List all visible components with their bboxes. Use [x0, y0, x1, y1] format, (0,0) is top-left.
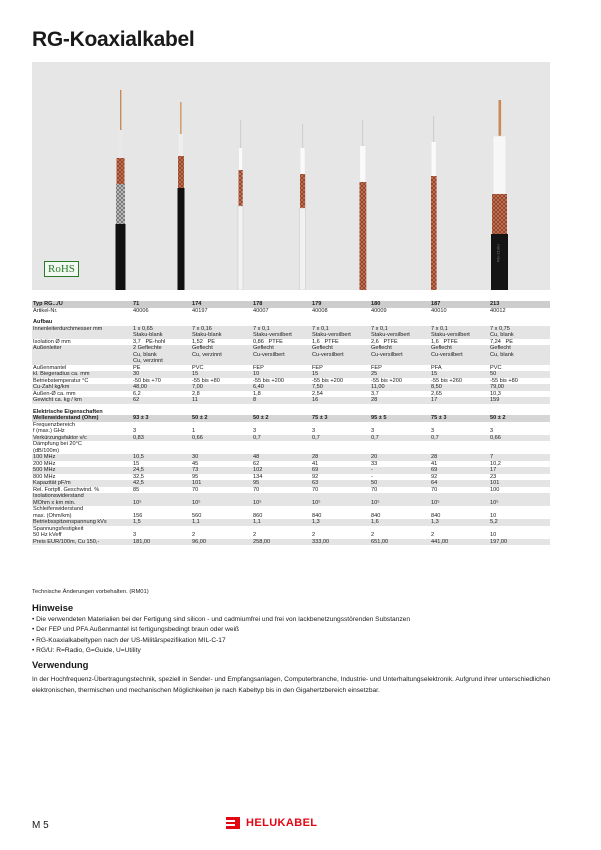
table-cell: 62: [253, 460, 260, 467]
table-cell: 2,65: [431, 390, 442, 397]
table-cell: 30: [133, 371, 140, 377]
row-label: Preis EUR/100m, Cu 150,-: [33, 538, 100, 545]
table-cell: 3: [133, 532, 137, 538]
table-cell: 32,5: [133, 473, 144, 480]
row-label: 800 MHz: [33, 473, 56, 480]
row-label: Außenleiter: [33, 345, 62, 351]
row-label: Wellenwiderstand (Ohm): [33, 415, 99, 421]
row-label: Außenmantel: [33, 364, 67, 371]
cable-rg180: [360, 120, 367, 290]
table-cell: 2 Geflechte: [133, 345, 162, 351]
table-cell: 10⁵: [312, 499, 321, 506]
table-cell: 50: [371, 480, 378, 486]
row-label: Isolation Ø mm: [33, 338, 71, 345]
table-cell: 441,00: [431, 538, 449, 545]
table-cell: 10: [490, 512, 497, 519]
table-cell: Cu, blank: [490, 351, 514, 358]
table-cell: 70: [371, 486, 378, 493]
table-cell: 95 ± 5: [371, 415, 387, 421]
table-cell: Geflecht: [192, 345, 213, 351]
table-cell: 1,5: [133, 519, 141, 525]
table-cell: Cu, verzinnt: [133, 358, 163, 364]
row-label: Kapazität pF/m: [33, 480, 71, 486]
table-cell: 1,6 PTFE: [312, 338, 339, 345]
row-label: Frequenzbereich: [33, 421, 75, 428]
table-cell: -55 bis +200: [253, 377, 284, 384]
table-cell: 1,8: [253, 390, 261, 397]
table-cell: 7 x 0,75: [490, 325, 510, 332]
table-cell: 92: [312, 473, 319, 480]
table-cell: Geflecht: [490, 345, 511, 351]
table-cell: 1,52 PE: [192, 338, 216, 345]
table-cell: 16: [312, 397, 319, 403]
row-label: Außen-Ø ca. mm: [33, 390, 76, 397]
table-cell: 156: [133, 512, 143, 519]
table-cell: 10⁵: [490, 499, 499, 506]
table-cell: 10: [490, 532, 497, 538]
table-cell: PFA: [431, 364, 442, 371]
table-cell: 40010: [431, 307, 447, 314]
table-cell: -: [371, 467, 373, 473]
table-cell: 6,40: [253, 384, 264, 390]
table-cell: 1,6: [371, 519, 379, 525]
row-label: Betriebsspitzenspannung kVs: [33, 519, 107, 525]
table-cell: 25: [371, 371, 378, 377]
table-cell: 15: [192, 371, 199, 377]
table-cell: 40009: [371, 307, 387, 314]
cable-rg187: [431, 116, 437, 290]
table-cell: 840: [312, 512, 322, 519]
table-cell: 28: [312, 454, 319, 460]
table-cell: 258,00: [253, 538, 271, 545]
table-cell: Cu-versilbert: [253, 351, 285, 358]
cable-product-photo: [32, 62, 550, 290]
table-cell: 15: [312, 371, 319, 377]
table-cell: Staku-blank: [133, 332, 163, 338]
rohs-label: RoHS: [44, 261, 79, 277]
table-cell: 0,66: [192, 434, 203, 441]
table-cell: 1,6 PTFE: [431, 338, 458, 345]
table-cell: 840: [431, 512, 441, 519]
table-cell: Geflecht: [371, 345, 392, 351]
table-cell: 159: [490, 397, 500, 403]
table-cell: Cu, verzinnt: [192, 351, 222, 358]
table-cell: 70: [312, 486, 319, 493]
table-cell: 15: [431, 371, 438, 377]
table-cell: 3: [490, 428, 494, 434]
table-cell: 50 ± 2: [192, 415, 208, 421]
cable-print-text: RG-213/U: [495, 243, 501, 262]
table-cell: 6,2: [133, 390, 141, 397]
table-cell: 15: [133, 460, 140, 467]
table-cell: 101: [192, 480, 202, 486]
table-cell: 10,3: [490, 390, 501, 397]
table-cell: -55 bis +80: [490, 377, 518, 384]
table-cell: 71: [133, 301, 140, 307]
table-cell: 93 ± 3: [133, 415, 149, 421]
table-row: [32, 397, 550, 404]
table-cell: 178: [253, 301, 263, 307]
row-label: f (max.) GHz: [33, 428, 65, 434]
table-cell: Staku-versilbert: [253, 332, 292, 338]
table-cell: 24,5: [133, 467, 144, 473]
table-cell: 2: [431, 532, 435, 538]
table-cell: 7 x 0,1: [312, 325, 329, 332]
table-cell: 41: [312, 460, 319, 467]
verwendung-heading: Verwendung: [32, 660, 89, 671]
table-row: [32, 539, 550, 546]
coax-cables-illustration: [32, 62, 550, 290]
table-cell: 3: [133, 428, 137, 434]
table-cell: 7 x 0,1: [253, 325, 270, 332]
table-cell: Geflecht: [312, 345, 333, 351]
table-cell: PVC: [490, 364, 502, 371]
table-cell: 95: [253, 480, 260, 486]
hinweise-list: [32, 615, 410, 657]
table-cell: Geflecht: [431, 345, 452, 351]
row-label: kl. Biegeradius ca. mm: [33, 371, 90, 377]
row-label: 200 MHz: [33, 460, 56, 467]
table-cell: -55 bis +260: [431, 377, 462, 384]
cable-rg71: [116, 90, 126, 290]
table-cell: PVC: [192, 364, 204, 371]
row-label: 500 MHz: [33, 467, 56, 473]
table-cell: Staku-versilbert: [312, 332, 351, 338]
table-cell: 28: [371, 397, 378, 403]
table-cell: 75 ± 3: [312, 415, 328, 421]
row-label: Spannungsfestigkeit: [33, 525, 84, 532]
table-cell: Cu, blank: [490, 332, 514, 338]
row-label: 100 MHz: [33, 454, 56, 460]
table-cell: 1,3: [431, 519, 439, 525]
table-row: [32, 345, 550, 365]
table-row: [32, 308, 550, 315]
table-cell: 174: [192, 301, 202, 307]
row-label: Artikel-Nr.: [33, 307, 58, 314]
table-cell: FEP: [253, 364, 264, 371]
row-label: Innenleiterdurchmesser mm: [33, 325, 103, 332]
table-cell: Staku-versilbert: [371, 332, 410, 338]
cable-spec-table: [32, 301, 550, 545]
row-label: Isolationswiderstand: [33, 493, 84, 499]
table-cell: 0,66: [490, 434, 501, 441]
table-cell: Staku-versilbert: [431, 332, 470, 338]
row-label: Verkürzungsfaktor v/c: [33, 434, 87, 441]
table-cell: 8: [253, 397, 257, 403]
table-cell: 10⁵: [371, 499, 380, 506]
table-cell: 0,7: [253, 434, 261, 441]
table-cell: Cu, blank: [133, 351, 157, 358]
table-cell: 17: [431, 397, 438, 403]
table-cell: 70: [431, 486, 438, 493]
list-item: • Die verwendeten Materialien bei der Fertigung sind silicon - und cadmiumfrei und frei von lackbenetzungsstörenden Substanzen: [32, 616, 410, 623]
table-cell: 11: [192, 397, 198, 403]
table-cell: 7 x 0,16: [192, 325, 212, 332]
table-cell: 179: [312, 301, 322, 307]
table-cell: 64: [431, 480, 438, 486]
table-cell: 48,00: [133, 384, 147, 390]
table-cell: 70: [192, 486, 199, 493]
table-cell: 651,00: [371, 538, 389, 545]
table-row: [32, 506, 550, 519]
table-cell: 3: [312, 428, 316, 434]
row-label: Schleifenwiderstand: [33, 506, 84, 512]
table-cell: 33: [371, 460, 378, 467]
table-cell: -55 bis +200: [371, 377, 402, 384]
table-cell: 8,50: [431, 384, 442, 390]
table-cell: 17: [490, 467, 497, 473]
table-row: [32, 493, 550, 506]
table-cell: 0,83: [133, 434, 144, 441]
table-cell: 0,86 PTFE: [253, 338, 283, 345]
table-cell: 40006: [133, 307, 149, 314]
table-cell: 7: [490, 454, 494, 460]
table-cell: 1,1: [192, 519, 200, 525]
table-cell: 1 x 0,65: [133, 325, 153, 332]
table-cell: 2: [253, 532, 257, 538]
verwendung-text: In der Hochfrequenz-Übertragungstechnik, speziell in Sender- und Empfangsanlagen, Computerbranche, Industrie- und Unterhaltungselektronik. Aufgrund ihrer unterschiedlichen elektronischen, thermischen und mechanischen Möglichkeiten je nach Kabeltyp bis in den Gigahertzbereich einsetzbar.: [32, 676, 551, 694]
list-item: • Der FEP und PFA Außenmantel ist fertigungsbedingt braun oder weiß: [32, 626, 240, 634]
row-label: max. (Ohm/km): [33, 512, 72, 519]
table-cell: 48: [253, 454, 260, 460]
row-label: Betriebstemperatur °C: [33, 377, 89, 384]
row-label: Typ RG.../U: [33, 301, 63, 307]
table-cell: 85: [133, 486, 140, 493]
table-cell: 40007: [253, 307, 269, 314]
table-cell: 10,2: [490, 460, 501, 467]
cable-rg174: [178, 102, 185, 290]
table-cell: 45: [192, 460, 199, 467]
table-cell: 3,7: [371, 390, 379, 397]
table-cell: 30: [192, 454, 199, 460]
table-cell: 79,00: [490, 384, 504, 390]
table-cell: 100: [490, 486, 500, 493]
table-cell: FEP: [371, 364, 382, 371]
table-cell: 69: [312, 467, 319, 473]
table-note: Technische Änderungen vorbehalten. (RM01): [32, 589, 149, 595]
table-cell: 860: [253, 512, 263, 519]
table-cell: 0,7: [312, 434, 320, 441]
table-cell: 180: [371, 301, 381, 307]
table-cell: 92: [431, 473, 438, 480]
table-cell: 63: [312, 480, 319, 486]
table-cell: 62: [133, 397, 140, 403]
table-cell: 1,1: [253, 519, 261, 525]
table-cell: 11,00: [371, 384, 385, 390]
table-cell: 28: [431, 454, 438, 460]
table-cell: 96,00: [192, 538, 206, 545]
table-cell: 197,00: [490, 538, 508, 545]
table-cell: 2: [192, 532, 196, 538]
table-cell: 10,5: [133, 454, 144, 460]
table-cell: 101: [490, 480, 500, 486]
table-cell: 560: [192, 512, 202, 519]
table-cell: 1,3: [312, 519, 320, 525]
row-label: Gewicht ca. kg / km: [33, 397, 82, 403]
table-cell: 69: [431, 467, 438, 473]
table-cell: 333,00: [312, 538, 330, 545]
table-cell: 181,00: [133, 538, 151, 545]
table-cell: 7,24 PE: [490, 338, 514, 345]
table-cell: Cu-versilbert: [312, 351, 344, 358]
hinweise-heading: Hinweise: [32, 603, 74, 614]
table-cell: 10⁵: [431, 499, 440, 506]
table-cell: 95: [192, 473, 199, 480]
table-cell: Geflecht: [253, 345, 274, 351]
row-label: (dB/100m): [33, 447, 60, 454]
table-cell: 41: [431, 460, 438, 467]
row-label: Dämpfung bei 20°C: [33, 441, 82, 447]
table-cell: 70: [253, 486, 260, 493]
table-row: [32, 526, 550, 539]
table-cell: 75 ± 3: [431, 415, 447, 421]
table-cell: Cu-versilbert: [371, 351, 403, 358]
table-cell: 134: [253, 473, 263, 480]
brand-name: HELUKABEL: [246, 817, 318, 829]
table-cell: 7 x 0,1: [431, 325, 448, 332]
section-title: Aufbau: [33, 319, 53, 325]
table-cell: 3: [253, 428, 257, 434]
table-cell: -55 bis +200: [312, 377, 343, 384]
table-cell: 102: [253, 467, 263, 473]
table-cell: 2,54: [312, 390, 323, 397]
table-row: [32, 441, 550, 454]
table-cell: 7 x 0,1: [371, 325, 388, 332]
table-cell: 2,8: [192, 390, 200, 397]
table-cell: 2,6 PTFE: [371, 338, 398, 345]
row-label: 50 Hz kVeff: [33, 532, 62, 538]
table-cell: 0,7: [371, 434, 379, 441]
table-cell: 50: [490, 371, 497, 377]
table-cell: 1: [192, 428, 196, 434]
row-label: Cu-Zahl kg/km: [33, 384, 70, 390]
table-cell: 50 ± 2: [253, 415, 269, 421]
table-cell: Cu-versilbert: [431, 351, 463, 358]
table-cell: 20: [371, 454, 378, 460]
list-item: • RG-Koaxialkabeltypen nach der US-Militärspezifikation MIL-C-17: [32, 636, 226, 644]
table-cell: 40012: [490, 307, 506, 314]
table-cell: 5,2: [490, 519, 498, 525]
table-cell: 213: [490, 301, 500, 307]
list-item: • RG/U: R=Radio, G=Guide, U=Utility: [32, 647, 141, 655]
table-cell: 73: [192, 467, 199, 473]
table-cell: 10⁵: [253, 499, 262, 506]
table-row: [32, 422, 550, 435]
page-title: RG-Koaxialkabel: [32, 28, 195, 51]
table-cell: 187: [431, 301, 441, 307]
row-label: MOhm x km min.: [33, 499, 76, 506]
table-row: [32, 326, 550, 339]
table-cell: FEP: [312, 364, 323, 371]
table-cell: 10⁵: [133, 499, 142, 506]
table-cell: 7,00: [192, 384, 203, 390]
table-cell: 3: [371, 428, 375, 434]
table-cell: 7,50: [312, 384, 323, 390]
table-cell: Staku-blank: [192, 332, 222, 338]
table-cell: 3: [431, 428, 435, 434]
table-cell: 23: [490, 473, 497, 480]
helukabel-logo-icon: [226, 816, 240, 830]
cable-rg213: [491, 100, 508, 290]
page-number: M 5: [32, 820, 49, 831]
table-cell: -50 bis +70: [133, 377, 161, 384]
section-title: Elektrische Eigenschaften: [33, 408, 103, 415]
brand-logo: [226, 816, 317, 830]
table-cell: 40008: [312, 307, 328, 314]
table-cell: 40197: [192, 307, 208, 314]
cable-rg178: [238, 120, 243, 290]
table-cell: 2: [312, 532, 316, 538]
table-cell: PE: [133, 364, 141, 371]
table-cell: -55 bis +80: [192, 377, 220, 384]
table-cell: 2: [371, 532, 375, 538]
table-cell: 3,7 PE-hohl: [133, 338, 166, 345]
table-cell: 0,7: [431, 434, 439, 441]
table-cell: 50 ± 2: [490, 415, 506, 421]
table-cell: 840: [371, 512, 381, 519]
table-cell: 10: [253, 371, 260, 377]
table-cell: 42,5: [133, 480, 144, 486]
table-cell: -: [371, 473, 373, 480]
cable-rg179: [300, 124, 306, 290]
table-cell: 10⁵: [192, 499, 201, 506]
row-label: Rel. Fortpfl. Geschwind. %: [33, 486, 100, 493]
